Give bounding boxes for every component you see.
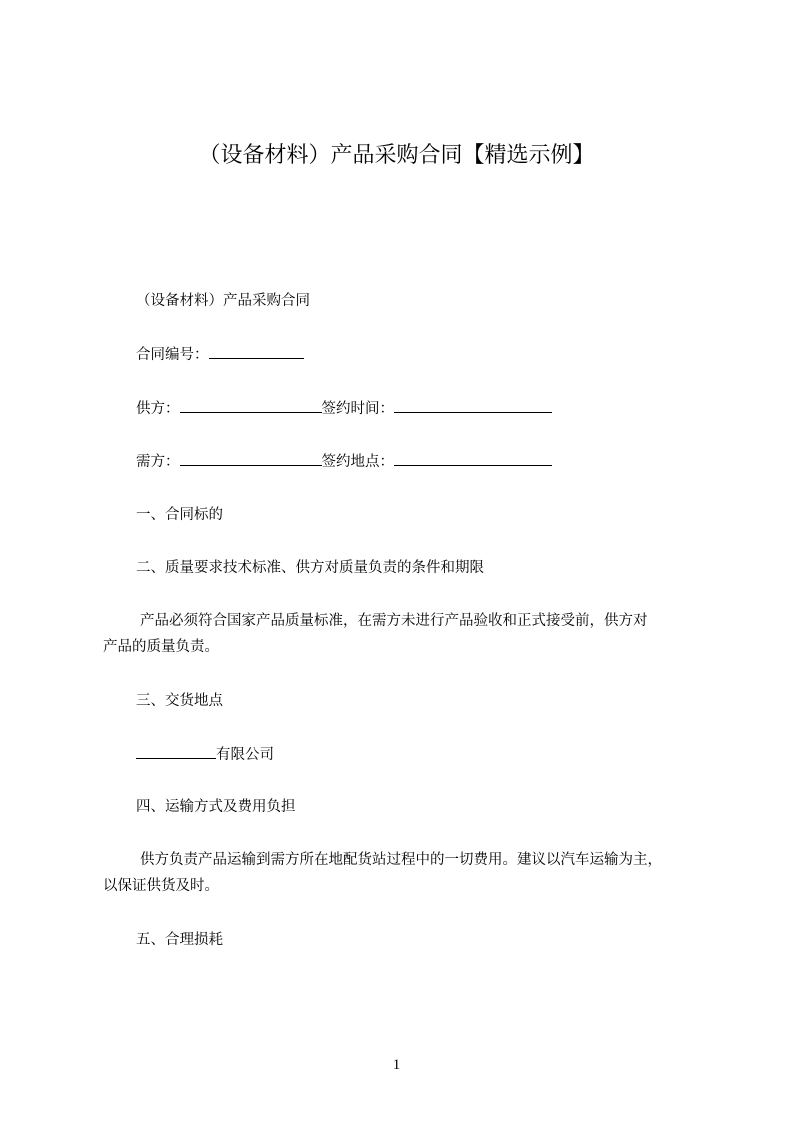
section-4-paragraph-line-1: 供方负责产品运输到需方所在地配货站过程中的一切费用。建议以汽车运输为主， [140,852,662,868]
section-2-paragraph [103,608,703,660]
supplier-line [136,398,552,419]
section-3-heading: 三、交货地点 [136,693,223,709]
contract-number-blank [209,344,304,359]
section-2-heading: 二、质量要求技术标准、供方对质量负责的条件和期限 [136,560,484,576]
section-4-paragraph-line-2: 以保证供货及时。 [103,878,219,894]
section-5-heading: 五、合理损耗 [136,932,223,948]
buyer-line [136,451,552,472]
delivery-location-line [136,744,274,765]
section-2-paragraph-line-2: 产品的质量负责。 [103,639,219,655]
section-2-paragraph-line-1: 产品必须符合国家产品质量标准，在需方未进行产品验收和正式接受前，供方对 [140,613,648,629]
buyer-label: 需方： [136,454,180,470]
sign-time-blank [394,398,552,413]
section-1-heading: 一、合同标的 [136,507,223,523]
contract-number-label: 合同编号： [136,347,209,363]
section-4-heading: 四、运输方式及费用负担 [136,799,296,815]
contract-subtitle: （设备材料）产品采购合同 [136,293,310,309]
sign-place-label: 签约地点： [321,454,394,470]
delivery-company-blank [136,744,216,759]
document-title: （设备材料）产品采购合同【精选示例】 [198,143,595,168]
sign-time-label: 签约时间： [321,401,394,417]
page-number: 1 [392,1057,401,1073]
buyer-blank [180,451,322,466]
contract-number-line [136,344,304,365]
sign-place-blank [394,451,552,466]
delivery-company-suffix: 有限公司 [216,747,274,763]
supplier-label: 供方： [136,401,180,417]
section-4-paragraph [103,847,703,899]
supplier-blank [180,398,322,413]
